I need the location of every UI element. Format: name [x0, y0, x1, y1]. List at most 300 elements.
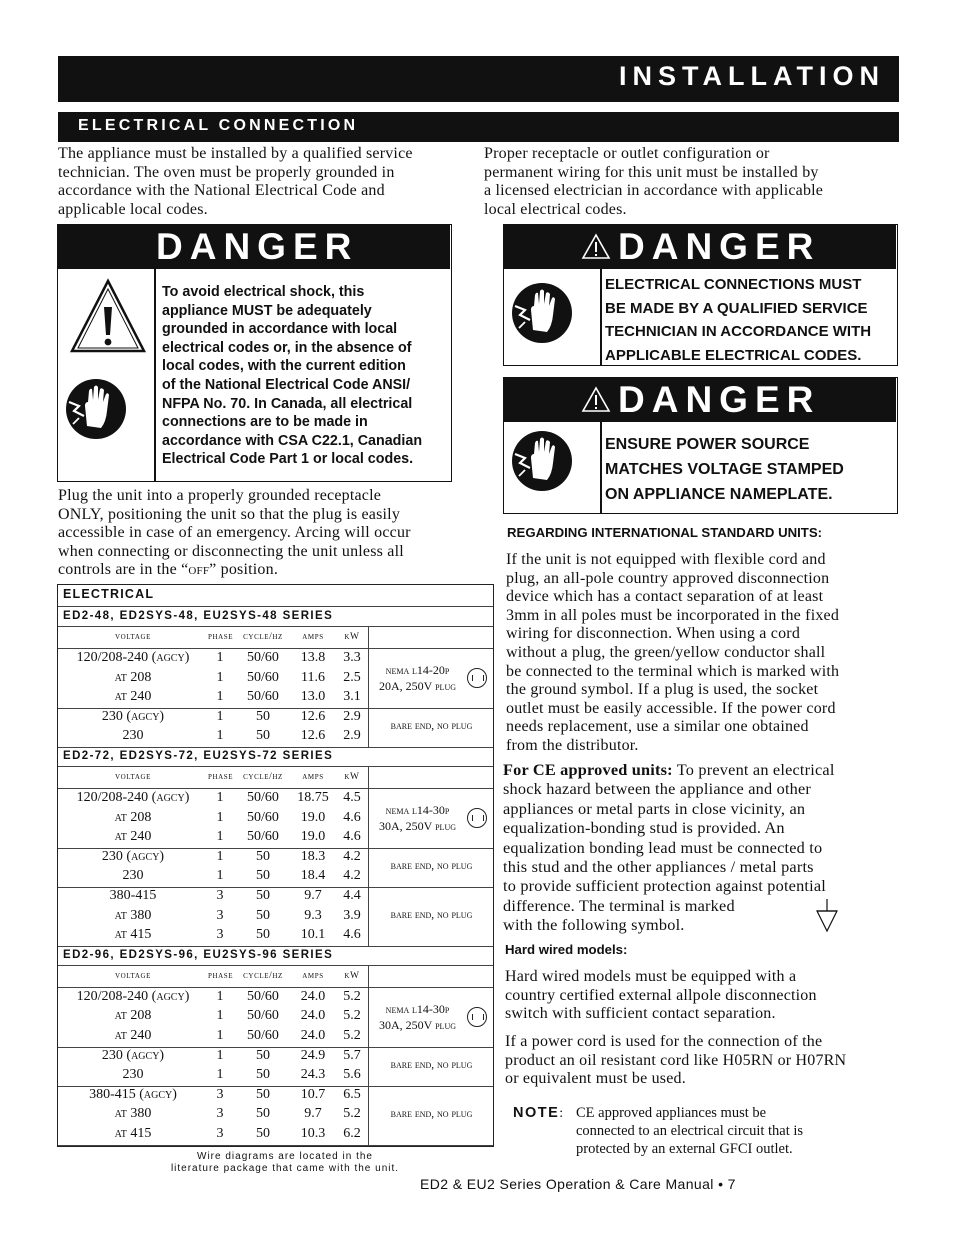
- amps-cell: 24.0: [300, 988, 326, 1004]
- voltage-text: ): [159, 708, 165, 724]
- column-header: phase: [208, 632, 234, 642]
- danger-box-qualified: [503, 224, 898, 366]
- text-line: ELECTRICAL CONNECTIONS MUST: [605, 276, 862, 293]
- table-row: [58, 1086, 368, 1106]
- voltage-text: 240: [126, 1028, 152, 1043]
- table-header-row: [58, 767, 493, 789]
- amps-cell: 13.0: [300, 689, 326, 705]
- voltage-cell: [60, 1106, 206, 1122]
- page-title: INSTALLATION: [619, 61, 885, 91]
- table-row: [58, 669, 368, 689]
- text-line: NFPA No. 70. In Canada, all electrical: [162, 395, 413, 412]
- amps-cell: 10.1: [300, 927, 326, 943]
- table-row: [58, 828, 368, 848]
- hardwired-paragraph-1: [505, 968, 903, 1024]
- voltage-qualifier: agcy: [156, 988, 185, 1004]
- voltage-text: 230: [122, 868, 144, 884]
- voltage-text: ): [159, 848, 165, 864]
- table-group-title-row: [58, 607, 493, 627]
- cycle-cell: 50/60: [247, 988, 279, 1004]
- phase-cell: 3: [216, 1106, 224, 1122]
- amps-cell: 10.7: [300, 1086, 326, 1102]
- table-group-title-row: [58, 747, 493, 767]
- voltage-text: ): [159, 1047, 165, 1063]
- divider: [154, 269, 156, 481]
- text-line: [503, 760, 901, 779]
- voltage-cell: [60, 888, 206, 904]
- cycle-cell: 50: [256, 1047, 270, 1063]
- divider: [58, 708, 493, 709]
- kw-cell: 4.6: [343, 927, 361, 943]
- danger-header: [58, 225, 450, 269]
- phase-cell: 1: [216, 829, 224, 845]
- divider: [368, 627, 369, 649]
- text-line: connections are to be made in: [162, 414, 368, 431]
- divider: [58, 848, 493, 849]
- voltage-cell: [60, 868, 206, 884]
- table-row: [58, 926, 368, 946]
- text-line: literature package that came with the unit.: [170, 1162, 400, 1174]
- plug-note: [370, 803, 465, 835]
- section-title: ELECTRICAL CONNECTION: [78, 117, 359, 134]
- text-line: equalization-bonding stud is provided. An: [503, 818, 785, 838]
- voltage-text: 230: [122, 1067, 144, 1083]
- voltage-cell: [60, 1126, 206, 1142]
- cycle-cell: 50: [256, 728, 270, 744]
- table-row: [58, 708, 368, 728]
- table-row: [58, 1027, 368, 1047]
- danger-box-voltage: [503, 377, 898, 514]
- phase-cell: 1: [216, 650, 224, 665]
- ce-label: For CE approved units:: [503, 760, 673, 779]
- nema-suffix: p: [444, 1004, 450, 1017]
- nema-code: 14-30: [416, 1002, 445, 1017]
- text-line: The appliance must be installed by a qualified service: [58, 145, 413, 162]
- hardwired-heading: Hard wired models:: [505, 942, 628, 957]
- voltage-qualifier: at: [114, 1028, 127, 1043]
- voltage-text: 120/208-240 (: [76, 988, 157, 1004]
- text-line: appliance MUST be adequately: [162, 302, 372, 319]
- text-line: accordance with CSA C22.1, Canadian: [162, 432, 423, 449]
- column-header: voltage: [114, 970, 152, 981]
- table-row: [58, 1007, 368, 1027]
- amps-cell: 18.4: [300, 868, 326, 884]
- plug-note: [370, 1107, 493, 1122]
- text-line: this stud and the other appliances / metal parts: [503, 857, 814, 877]
- text-line: If the unit is not equipped with flexible cord and: [506, 551, 826, 568]
- column-header: amps: [302, 772, 324, 782]
- nema-prefix: nema l: [385, 1004, 417, 1017]
- text-line: grounded in accordance with local: [162, 321, 398, 338]
- table-row: [58, 1066, 368, 1086]
- divider: [368, 649, 369, 747]
- column-header: amps: [302, 632, 324, 642]
- cycle-cell: 50: [256, 888, 270, 903]
- phase-cell: 1: [216, 1008, 224, 1024]
- table-row: [58, 727, 368, 747]
- text-line: be connected to the terminal which is marked with: [506, 662, 840, 680]
- divider: [600, 269, 602, 365]
- voltage-text: 120/208-240 (: [76, 790, 157, 805]
- kw-cell: 5.2: [343, 988, 361, 1004]
- amps-cell: 9.7: [304, 888, 322, 903]
- text-line: permanent wiring for this unit must be installed by: [484, 163, 819, 181]
- kw-cell: 3.3: [343, 650, 361, 665]
- table-caption: ELECTRICAL: [63, 587, 155, 601]
- table-row: [58, 649, 368, 669]
- text-span: controls are in the “: [58, 561, 189, 579]
- voltage-text: 208: [126, 669, 152, 685]
- ce-paragraph: [503, 760, 901, 935]
- table-group-title: ED2-48, ED2SYS-48, EU2SYS-48 SERIES: [63, 610, 334, 622]
- cycle-cell: 50/60: [247, 809, 279, 825]
- text-line: when connecting or disconnecting the unit unless all: [58, 542, 404, 560]
- table-header-row: [58, 627, 493, 649]
- equipotential-bonding-icon: [814, 898, 840, 934]
- divider: [368, 767, 369, 789]
- voltage-qualifier: at: [114, 907, 127, 923]
- note-label-wrap: [513, 1104, 563, 1122]
- electric-shock-hand-icon: [65, 378, 127, 440]
- cycle-cell: 50: [256, 927, 270, 943]
- voltage-text: 230: [122, 728, 144, 744]
- phase-cell: 1: [216, 1047, 224, 1063]
- table-group-title-row: [58, 946, 493, 966]
- text-line: needs replacement, use a similar one obtained: [506, 718, 809, 736]
- cycle-cell: 50: [256, 1126, 270, 1141]
- amps-cell: 24.0: [300, 1008, 326, 1024]
- divider: [600, 422, 602, 513]
- kw-cell: 4.2: [343, 848, 361, 864]
- phase-cell: 3: [216, 1086, 224, 1102]
- text-span: ” position.: [209, 561, 279, 579]
- text-line: the ground symbol. If a plug is used, the socket: [506, 681, 819, 699]
- kw-cell: 6.5: [343, 1086, 361, 1102]
- page-footer: ED2 & EU2 Series Operation & Care Manual • 7: [420, 1176, 736, 1192]
- amps-cell: 18.3: [300, 848, 326, 864]
- voltage-cell: [60, 728, 206, 744]
- voltage-qualifier: agcy: [156, 650, 185, 665]
- nema-suffix: p: [444, 665, 450, 678]
- table-row: [58, 1105, 368, 1125]
- voltage-text: 208: [126, 1008, 152, 1024]
- table-caption-row: [58, 585, 493, 607]
- voltage-qualifier: agcy: [131, 848, 160, 864]
- amps-cell: 24.0: [300, 1028, 326, 1043]
- table-row: [58, 809, 368, 829]
- voltage-cell: [60, 1028, 206, 1044]
- voltage-text: 415: [126, 927, 152, 943]
- voltage-qualifier: at: [114, 1008, 127, 1024]
- nema-code: 14-30: [416, 803, 445, 818]
- cycle-cell: 50/60: [247, 689, 279, 705]
- amps-cell: 12.6: [300, 708, 326, 724]
- voltage-text: ): [184, 650, 190, 665]
- voltage-cell: [60, 927, 206, 943]
- amps-cell: 24.3: [300, 1067, 326, 1083]
- text-line: technician. The oven must be properly grounded in: [58, 163, 395, 181]
- phase-cell: 1: [216, 809, 224, 825]
- column-header: amps: [302, 970, 324, 981]
- text-line: from the distributor.: [506, 736, 639, 754]
- text-line: To avoid electrical shock, this: [162, 284, 365, 300]
- text-line: shock hazard between the appliance and other: [503, 779, 812, 799]
- amps-cell: 19.0: [300, 809, 326, 825]
- voltage-text: ): [184, 988, 190, 1004]
- voltage-text: ): [172, 1086, 177, 1102]
- text-line: of the National Electrical Code ANSI/: [162, 376, 411, 393]
- right-intro-paragraph: [484, 145, 899, 219]
- plug-outlet-icon: [467, 668, 487, 688]
- text-line: difference. The terminal is marked: [503, 895, 735, 915]
- kw-cell: 4.5: [343, 790, 361, 805]
- text-line: product an oil resistant cord like H05RN or H07RN: [505, 1051, 847, 1069]
- text-line: 3mm in all poles must be incorporated in the fixed: [506, 606, 840, 624]
- text-line: ONLY, positioning the unit so that the plug is easily: [58, 505, 401, 523]
- intl-paragraph: [506, 551, 901, 756]
- amps-cell: 12.6: [300, 728, 326, 744]
- table-group-title: ED2-72, ED2SYS-72, EU2SYS-72 SERIES: [63, 750, 334, 762]
- danger-header: [504, 225, 896, 269]
- nema-prefix: nema l: [385, 665, 417, 678]
- plug-note-text: bare end, no plug: [390, 909, 473, 922]
- text-line: Proper receptacle or outlet configuration or: [484, 145, 770, 162]
- rating-text: 30A, 250V: [378, 819, 436, 834]
- text-line: with the following symbol.: [503, 915, 685, 935]
- voltage-cell: [60, 790, 206, 806]
- amps-cell: 10.3: [300, 1126, 326, 1141]
- danger3-text: [605, 432, 895, 507]
- plug-paragraph: [58, 487, 473, 580]
- voltage-text: 240: [126, 689, 152, 705]
- danger-title: DANGER: [618, 226, 821, 267]
- text-line: ON APPLIANCE NAMEPLATE.: [605, 486, 833, 503]
- voltage-qualifier: at: [114, 1106, 127, 1122]
- cycle-cell: 50/60: [247, 1028, 279, 1043]
- cycle-cell: 50: [256, 848, 270, 864]
- nema-line: [370, 1002, 465, 1018]
- voltage-cell: [60, 810, 206, 826]
- electric-shock-hand-icon: [511, 282, 573, 344]
- column-header: kW: [344, 632, 360, 642]
- plug-note-text: bare end, no plug: [390, 1059, 473, 1072]
- danger-box-grounding: [57, 224, 452, 482]
- warning-triangle-icon: [68, 277, 148, 355]
- text-line: appliances or metal parts in close vicinity, an: [503, 798, 806, 818]
- phase-cell: 1: [216, 848, 224, 864]
- text-line: TECHNICIAN IN ACCORDANCE WITH: [605, 323, 872, 340]
- voltage-text: 208: [126, 809, 152, 825]
- voltage-qualifier: at: [114, 689, 127, 705]
- table-header-row: [58, 966, 493, 988]
- kw-cell: 2.9: [343, 728, 361, 744]
- danger1-text: [162, 283, 452, 469]
- table-row: [58, 988, 368, 1008]
- phase-cell: 1: [216, 868, 224, 884]
- cycle-cell: 50/60: [247, 790, 279, 805]
- voltage-cell: [60, 650, 206, 666]
- voltage-qualifier: agcy: [143, 1086, 173, 1102]
- note-label: NOTE: [513, 1105, 560, 1121]
- voltage-qualifier: at: [114, 927, 127, 943]
- plug-note: [370, 719, 493, 734]
- voltage-cell: [60, 689, 206, 705]
- text-line: If a power cord is used for the connection of the: [505, 1033, 823, 1050]
- table-row: [58, 688, 368, 708]
- rating-line: [370, 1018, 465, 1034]
- text-line: CE approved appliances must be: [576, 1105, 767, 1121]
- phase-cell: 1: [216, 669, 224, 685]
- phase-cell: 1: [216, 988, 224, 1004]
- voltage-qualifier: agcy: [131, 1047, 160, 1063]
- left-intro-paragraph: [58, 145, 473, 219]
- plug-note-text: bare end, no plug: [390, 1108, 473, 1121]
- note-text: [576, 1104, 896, 1159]
- cycle-cell: 50: [256, 1067, 270, 1083]
- plug-note: [370, 663, 465, 695]
- nema-code: 14-20: [416, 663, 445, 678]
- cycle-cell: 50: [256, 868, 270, 884]
- voltage-cell: [60, 989, 206, 1005]
- text-line: Wire diagrams are located in the: [197, 1151, 373, 1162]
- danger-title: DANGER: [618, 379, 821, 420]
- voltage-text: 230 (: [101, 848, 132, 864]
- phase-cell: 1: [216, 1028, 224, 1043]
- cycle-cell: 50/60: [247, 829, 279, 845]
- cycle-cell: 50/60: [247, 669, 279, 685]
- divider: [368, 789, 369, 946]
- kw-cell: 3.9: [343, 907, 361, 923]
- hardwired-paragraph-2: [505, 1033, 903, 1089]
- plug-note: [370, 1058, 493, 1073]
- text-line: a licensed electrician in accordance with applicable: [484, 182, 824, 200]
- phase-cell: 1: [216, 708, 224, 724]
- warning-triangle-icon: [581, 386, 611, 413]
- text-line: Electrical Code Part 1 or local codes.: [162, 451, 414, 468]
- voltage-text: 380: [126, 907, 152, 923]
- plug-note-text: bare end, no plug: [390, 720, 473, 733]
- text-line: or equivalent must be used.: [505, 1070, 686, 1088]
- rating-text: 30A, 250V: [378, 1018, 436, 1033]
- table-row: [58, 887, 368, 907]
- plug-note: [370, 908, 493, 923]
- plug-note-text: bare end, no plug: [390, 860, 473, 873]
- amps-cell: 24.9: [300, 1047, 326, 1063]
- voltage-qualifier: at: [114, 809, 127, 825]
- table-row: [58, 1125, 368, 1145]
- kw-cell: 5.6: [343, 1067, 361, 1083]
- voltage-cell: [60, 1008, 206, 1024]
- danger-title: DANGER: [156, 226, 359, 267]
- plug-word: plug: [435, 1020, 456, 1033]
- text-line: device which has a contact separation of at least: [506, 588, 824, 606]
- voltage-cell: [60, 829, 206, 845]
- nema-line: [370, 663, 465, 679]
- cycle-cell: 50/60: [247, 1008, 279, 1024]
- text-line: [58, 561, 473, 580]
- amps-cell: 19.0: [300, 829, 326, 845]
- danger2-text: [605, 273, 895, 367]
- column-header: phase: [208, 772, 234, 782]
- text-line: switch with sufficient contact separation.: [505, 1005, 776, 1023]
- kw-cell: 4.4: [343, 888, 361, 903]
- text-span: To prevent an electrical: [672, 760, 835, 779]
- text-line: plug, an all-pole country approved disconnection: [506, 569, 830, 587]
- voltage-qualifier: at: [114, 1126, 127, 1141]
- plug-note: [370, 1002, 465, 1034]
- divider: [368, 966, 369, 988]
- danger-header: [504, 378, 896, 422]
- cycle-cell: 50: [256, 1106, 270, 1122]
- voltage-text: 380: [126, 1106, 152, 1122]
- kw-cell: 5.2: [343, 1008, 361, 1024]
- column-header: cycle/hz: [243, 970, 283, 981]
- kw-cell: 3.1: [343, 689, 361, 705]
- voltage-cell: [60, 1067, 206, 1083]
- nema-line: [370, 803, 465, 819]
- kw-cell: 4.6: [343, 829, 361, 845]
- column-header: voltage: [114, 632, 152, 642]
- column-header: kW: [344, 970, 360, 981]
- phase-cell: 3: [216, 888, 224, 903]
- voltage-cell: [60, 670, 206, 686]
- rating-text: 20A, 250V: [378, 679, 436, 694]
- text-line: equalization bonding lead must be connected to: [503, 837, 823, 857]
- voltage-text: 120/208-240 (: [76, 650, 157, 665]
- divider: [368, 988, 369, 1145]
- kw-cell: 5.2: [343, 1028, 361, 1043]
- text-line: outlet must be easily accessible. If the power cord: [506, 699, 836, 717]
- plug-outlet-icon: [467, 808, 487, 828]
- column-header: kW: [344, 772, 360, 782]
- text-line: accessible in case of an emergency. Arcing will occur: [58, 524, 411, 542]
- phase-cell: 3: [216, 907, 224, 923]
- divider: [58, 887, 493, 888]
- table-row: [58, 789, 368, 809]
- table-group-title: ED2-96, ED2SYS-96, EU2SYS-96 SERIES: [63, 948, 334, 961]
- amps-cell: 9.3: [304, 907, 322, 923]
- divider: [58, 1086, 493, 1087]
- voltage-text: 415: [126, 1126, 152, 1141]
- kw-cell: 2.9: [343, 708, 361, 724]
- text-line: accordance with the National Electrical Code and: [58, 182, 385, 200]
- kw-cell: 2.5: [343, 669, 361, 685]
- off-word: off: [188, 561, 210, 579]
- text-line: wiring for disconnection. When using a cord: [506, 625, 801, 643]
- voltage-qualifier: agcy: [131, 708, 160, 724]
- text-line: Hard wired models must be equipped with a: [505, 968, 797, 985]
- rating-line: [370, 819, 465, 835]
- voltage-text: ): [184, 790, 190, 805]
- plug-word: plug: [435, 681, 456, 694]
- table-row: [58, 1047, 368, 1067]
- text-line: connected to an electrical circuit that is: [576, 1123, 804, 1140]
- voltage-qualifier: at: [114, 829, 127, 845]
- voltage-text: 380-415 (: [89, 1086, 144, 1102]
- nema-prefix: nema l: [385, 805, 417, 818]
- amps-cell: 13.8: [300, 650, 326, 665]
- nema-suffix: p: [444, 805, 450, 818]
- rating-line: [370, 679, 465, 695]
- table-row: [58, 907, 368, 927]
- voltage-cell: [60, 709, 206, 725]
- amps-cell: 9.7: [304, 1106, 322, 1122]
- text-line: to provide sufficient protection against potential: [503, 876, 827, 896]
- column-header: phase: [208, 970, 234, 981]
- cycle-cell: 50/60: [247, 650, 279, 665]
- text-line: local electrical codes.: [484, 200, 627, 218]
- voltage-qualifier: at: [114, 669, 127, 685]
